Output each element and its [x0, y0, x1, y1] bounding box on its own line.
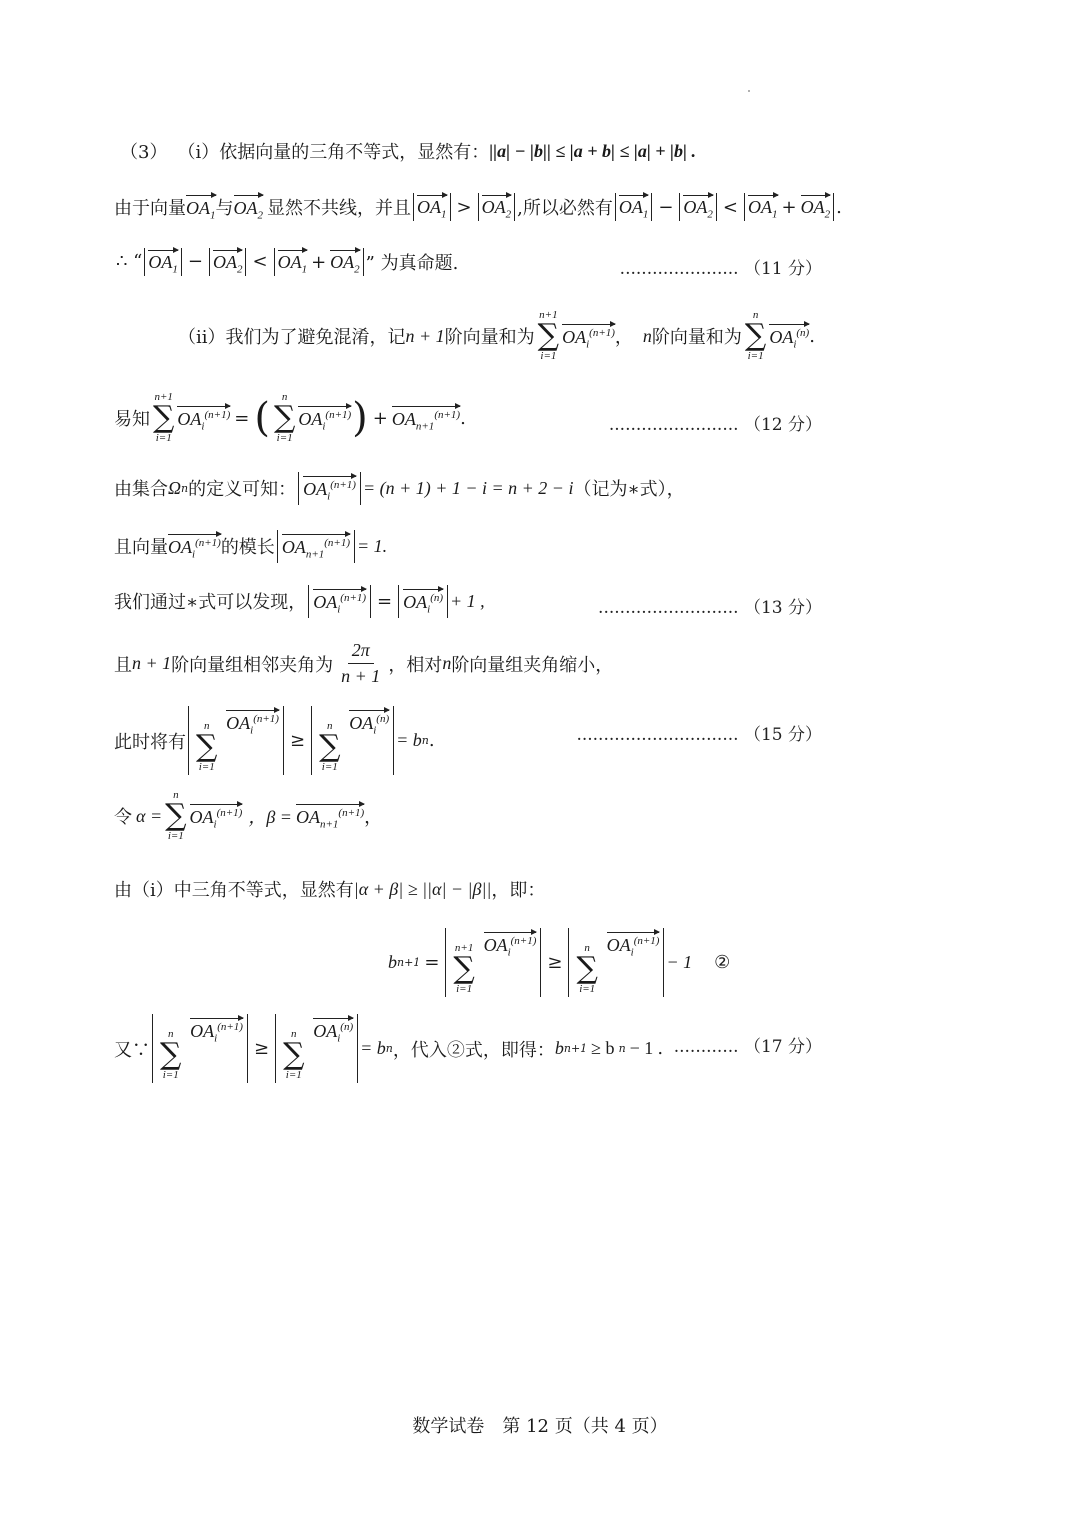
- line-14-text: ，代入②式，即得：: [392, 1039, 555, 1061]
- n-var-b: n: [442, 653, 452, 673]
- beta-def: ，β =: [248, 807, 292, 827]
- angle-fraction: [337, 640, 384, 687]
- line-14: 又∵ n ∑ i=1 $OA_i^{(n+1)}$ ≥ n ∑ i=1 $OA_i^{(n)}$ = b n ，代入②式，即得： b n+1 ≥ b n − 1 .: [114, 1014, 663, 1083]
- minus-one: − 1: [666, 952, 693, 972]
- scan-speck: [748, 90, 750, 92]
- line-11-pre: 令: [114, 807, 132, 828]
- line-12: [114, 876, 545, 902]
- line-1-text: （i）依据向量的三角不等式，显然有：: [177, 142, 490, 163]
- line-6-text: 的定义可知：: [188, 479, 297, 501]
- part-label: （3）: [120, 142, 168, 163]
- line-11: 令 α = n ∑ i=1 $OA_i^{(n+1)}$ ，β = $OA_{n+1}^{(n+1)}$ ，: [114, 789, 383, 842]
- line-9-text2: ，相对: [388, 654, 443, 676]
- score-11: ...................... （11 分）: [619, 259, 822, 279]
- line-13-display: b n+1 = n+1 ∑ i=1 $OA_i^{(n+1)}$ ≥ n ∑ i=1 $OA_i^{(n+1)}$ − 1 ②: [388, 928, 730, 997]
- modulus-formula: = (n + 1) + 1 − i = n + 2 − i: [362, 477, 574, 498]
- score-17: ............ （17 分）: [673, 1037, 822, 1057]
- unit-length: = 1.: [357, 535, 388, 556]
- line-6-pre: 由集合: [114, 479, 168, 501]
- abs-oa2: $OA_2$: [478, 193, 516, 221]
- therefore: ∴ “: [116, 251, 143, 273]
- score-12: ........................ （12 分）: [608, 415, 822, 435]
- line-7-text: 的模长: [220, 537, 275, 559]
- frac-den: n + 1: [341, 666, 381, 686]
- star-note: （记为∗式），: [573, 479, 685, 501]
- line-9: [114, 640, 613, 687]
- result-b: b: [554, 1038, 564, 1058]
- line-9-pre: 且: [114, 654, 132, 676]
- b-lhs: b: [388, 952, 397, 972]
- line-9-text3: 阶向量组夹角缩小，: [451, 654, 614, 676]
- abs-sum: $OA_1 + OA_2$: [744, 193, 834, 221]
- line-1: [120, 138, 696, 164]
- line-4: （ii）我们为了避免混淆，记 n + 1 阶向量和为 n+1 ∑ i=1 $OA_i^{(n+1)}$ ， n 阶向量和为 n ∑ i=1 $OA_i^{(n)}$ .: [178, 309, 815, 362]
- equals-bn: = b: [396, 730, 422, 750]
- plus-one: + 1 ,: [450, 590, 485, 611]
- vec-oa1: $OA_1$: [186, 193, 216, 222]
- line-8: 我们通过∗式可以发现， $OA_i^{(n+1)}$ = $OA_i^{(n)}$ + 1 ,: [114, 585, 485, 618]
- line-2-text2: ,所以必然有: [517, 198, 613, 220]
- line-7: 且向量 $OA_i^{(n+1)}$ 的模长 $OA_{n+1}^{(n+1)}$ = 1.: [114, 530, 387, 563]
- line-4-text4: 阶向量和为: [651, 327, 742, 348]
- alpha-beta-inequality: |α + β| ≥ ||α| − |β||: [353, 878, 492, 899]
- page-footer: 数学试卷 第 12 页（共 4 页）: [412, 1416, 668, 1437]
- eq-bn: = b: [360, 1038, 386, 1058]
- comma: ，: [614, 327, 633, 348]
- vec-oa2: $OA_2$: [234, 193, 264, 222]
- line-4-text2: 阶向量和为: [444, 327, 535, 348]
- line-3: ∴ “ $OA_1$ − $OA_2$ < $OA_1 + OA_2$ ” 为真命题.: [116, 248, 458, 276]
- line-7-pre: 且向量: [114, 537, 168, 559]
- score-15: .............................. （15 分）: [576, 725, 822, 745]
- easy-know: 易知: [114, 409, 150, 430]
- line-2-pre: 由于向量: [114, 198, 186, 220]
- line-3-post: ” 为真命题.: [365, 252, 459, 274]
- abs-oa2-b: $OA_2$: [679, 193, 717, 221]
- because: 又∵: [114, 1039, 150, 1061]
- abs-oa1-b: $OA_1$: [615, 193, 653, 221]
- score-13: .......................... （13 分）: [598, 598, 822, 618]
- alpha-def: α =: [136, 805, 163, 826]
- line-10-pre: 此时将有: [114, 731, 186, 753]
- n-plus-1-b: n + 1: [132, 653, 172, 673]
- n-var: n: [642, 325, 652, 346]
- line-10: 此时将有 n ∑ i=1 $OA_i^{(n+1)}$ ≥ n ∑ i=1 $OA_i^{(n)}$ = b n .: [114, 706, 435, 775]
- line-2: 由于向量 $OA_1$ 与 $OA_2$ 显然不共线，并且 $OA_1$ > $OA_2$ ,所以必然有 $OA_1$ − $OA_2$ < $OA_1 + OA_2$ .: [114, 193, 842, 222]
- line-4-text: （ii）我们为了避免混淆，记: [178, 327, 406, 348]
- abs-oa1: $OA_1$: [413, 193, 451, 221]
- equation-mark-2: ②: [714, 952, 731, 973]
- omega: Ω: [168, 477, 182, 498]
- line-2-and: 与: [215, 198, 234, 220]
- line-12-post: ，即：: [491, 880, 546, 901]
- line-8-pre: 我们通过∗式可以发现，: [114, 592, 307, 614]
- line-5: 易知 n+1 ∑ i=1 $OA_i^{(n+1)}$ = ( n ∑ i=1 $OA_i^{(n+1)}$ ) + $OA_{n+1}^{(n+1)}$ .: [114, 391, 466, 444]
- line-2-text: 显然不共线，并且: [267, 198, 411, 220]
- frac-num: 2π: [348, 640, 374, 664]
- triangle-inequality: ||a| − |b|| ≤ |a + b| ≤ |a| + |b| .: [489, 140, 696, 161]
- line-12-pre: 由（i）中三角不等式，显然有: [114, 880, 354, 901]
- line-6: 由集合 Ω n 的定义可知： $OA_i^{(n+1)}$ = (n + 1) + 1 − i = n + 2 − i （记为∗式），: [114, 472, 685, 505]
- n-plus-1: n + 1: [405, 325, 445, 346]
- line-9-text: 阶向量组相邻夹角为: [171, 654, 334, 676]
